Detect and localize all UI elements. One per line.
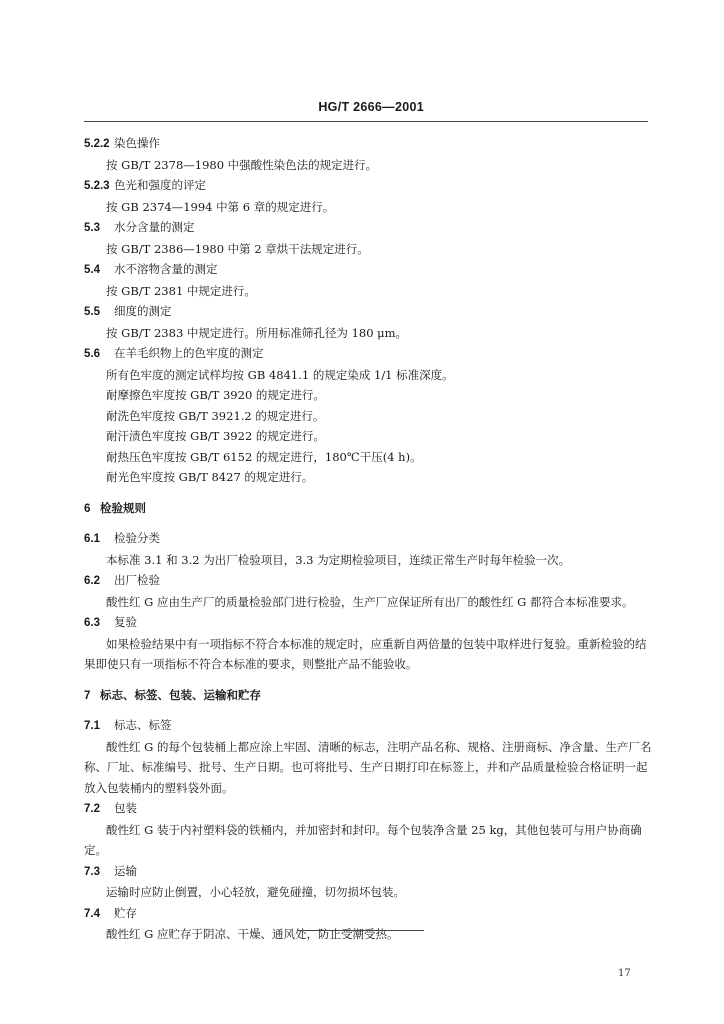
clause-heading xyxy=(84,715,652,737)
clause-title: 复验 xyxy=(114,615,137,629)
clause-number: 7 xyxy=(84,689,91,702)
header-rule xyxy=(84,121,648,122)
clause-title: 标志、标签 xyxy=(114,718,172,732)
section-heading xyxy=(84,685,652,707)
clause-title: 运输 xyxy=(114,863,137,878)
clause-title: 标志、标签、包装、运输和贮存 xyxy=(100,687,261,702)
clause-number: 6.1 xyxy=(84,533,100,545)
paragraph: 酸性红 G 的每个包装桶上都应涂上牢固、清晰的标志，注明产品名称、规格、注册商标、净含量、生产厂名称、厂址、标准编号、批号、生产日期。也可将批号、生产日期打印在标签上，并和产品质量检验合格证明一起放入包装桶内的塑料袋外面。 xyxy=(84,739,652,795)
clause-heading xyxy=(84,133,652,155)
clause-title: 检验规则 xyxy=(100,500,146,515)
clause-number: 6.2 xyxy=(84,575,100,587)
clause-number: 7.4 xyxy=(84,907,100,920)
clause-number: 5.5 xyxy=(84,306,100,318)
clause-heading xyxy=(84,861,652,883)
paragraph: 耐热压色牢度按 GB/T 6152 的规定进行，180℃干压(4 h)。 xyxy=(106,449,422,464)
clause-heading xyxy=(84,259,652,281)
paragraph: 耐汗渍色牢度按 GB/T 3922 的规定进行。 xyxy=(106,429,325,443)
clause-number: 7.3 xyxy=(84,865,100,878)
page-number: 17 xyxy=(618,968,631,979)
paragraph: 按 GB/T 2378—1980 中强酸性染色法的规定进行。 xyxy=(106,157,378,172)
paragraph: 按 GB/T 2383 中规定进行。所用标准筛孔径为 180 μm。 xyxy=(106,325,408,340)
clause-title: 水不溶物含量的测定 xyxy=(114,262,218,276)
paragraph: 按 GB 2374—1994 中第 6 章的规定进行。 xyxy=(106,199,335,214)
clause-title: 在羊毛织物上的色牢度的测定 xyxy=(114,346,264,360)
paragraph: 耐摩擦色牢度按 GB/T 3920 的规定进行。 xyxy=(106,388,325,402)
clause-heading xyxy=(84,570,652,592)
end-rule xyxy=(298,930,424,931)
clause-number: 7.2 xyxy=(84,803,100,815)
clause-title: 检验分类 xyxy=(114,531,160,545)
paragraph: 运输时应防止倒置，小心轻放，避免碰撞，切勿损坏包装。 xyxy=(106,885,405,899)
paragraph: 如果检验结果中有一项指标不符合本标准的规定时，应重新自两倍量的包装中取样进行复验。重新检验的结果即使只有一项指标不符合本标准的要求，则整批产品不能验收。 xyxy=(84,636,647,671)
paragraph: 按 GB/T 2381 中规定进行。 xyxy=(106,283,256,298)
section-heading xyxy=(84,498,652,520)
clause-number: 5.4 xyxy=(84,264,100,276)
clause-title: 水分含量的测定 xyxy=(114,220,195,234)
document-body xyxy=(84,133,652,945)
clause-number: 6.3 xyxy=(84,617,100,629)
clause-heading xyxy=(84,798,652,820)
clause-number: 5.6 xyxy=(84,348,100,360)
standard-code-header: HG/T 2666—2001 xyxy=(318,100,424,114)
paragraph: 耐光色牢度按 GB/T 8427 的规定进行。 xyxy=(106,470,314,484)
clause-number: 6 xyxy=(84,502,91,515)
clause-title: 包装 xyxy=(114,801,137,815)
clause-heading xyxy=(84,175,652,197)
paragraph: 所有色牢度的测定试样均按 GB 4841.1 的规定染成 1/1 标准深度。 xyxy=(106,367,454,382)
clause-number: 5.3 xyxy=(84,222,100,234)
paragraph: 本标准 3.1 和 3.2 为出厂检验项目，3.3 为定期检验项目，连续正常生产时每年检验一次。 xyxy=(106,552,571,567)
clause-title: 色光和强度的评定 xyxy=(114,178,206,192)
paragraph: 酸性红 G 装于内衬塑料袋的铁桶内，并加密封和封印。每个包装净含量 25 kg，其他包装可与用户协商确定。 xyxy=(84,822,642,857)
clause-title: 出厂检验 xyxy=(114,573,160,587)
clause-heading xyxy=(84,301,652,323)
clause-heading xyxy=(84,528,652,550)
clause-heading xyxy=(84,612,652,634)
clause-number: 7.1 xyxy=(84,720,100,732)
clause-heading xyxy=(84,217,652,239)
clause-title: 贮存 xyxy=(114,905,137,920)
clause-heading xyxy=(84,903,652,925)
paragraph: 按 GB/T 2386—1980 中第 2 章烘干法规定进行。 xyxy=(106,241,369,256)
clause-heading xyxy=(84,343,652,365)
clause-title: 染色操作 xyxy=(114,136,160,150)
clause-title: 细度的测定 xyxy=(114,304,172,318)
clause-number: 5.2.2 xyxy=(84,138,110,150)
paragraph: 酸性红 G 应贮存于阴凉、干燥、通风处，防止受潮受热。 xyxy=(106,927,399,941)
clause-number: 5.2.3 xyxy=(84,180,110,192)
paragraph: 酸性红 G 应由生产厂的质量检验部门进行检验，生产厂应保证所有出厂的酸性红 G 都符合本标准要求。 xyxy=(106,594,634,609)
paragraph: 耐洗色牢度按 GB/T 3921.2 的规定进行。 xyxy=(106,408,325,423)
